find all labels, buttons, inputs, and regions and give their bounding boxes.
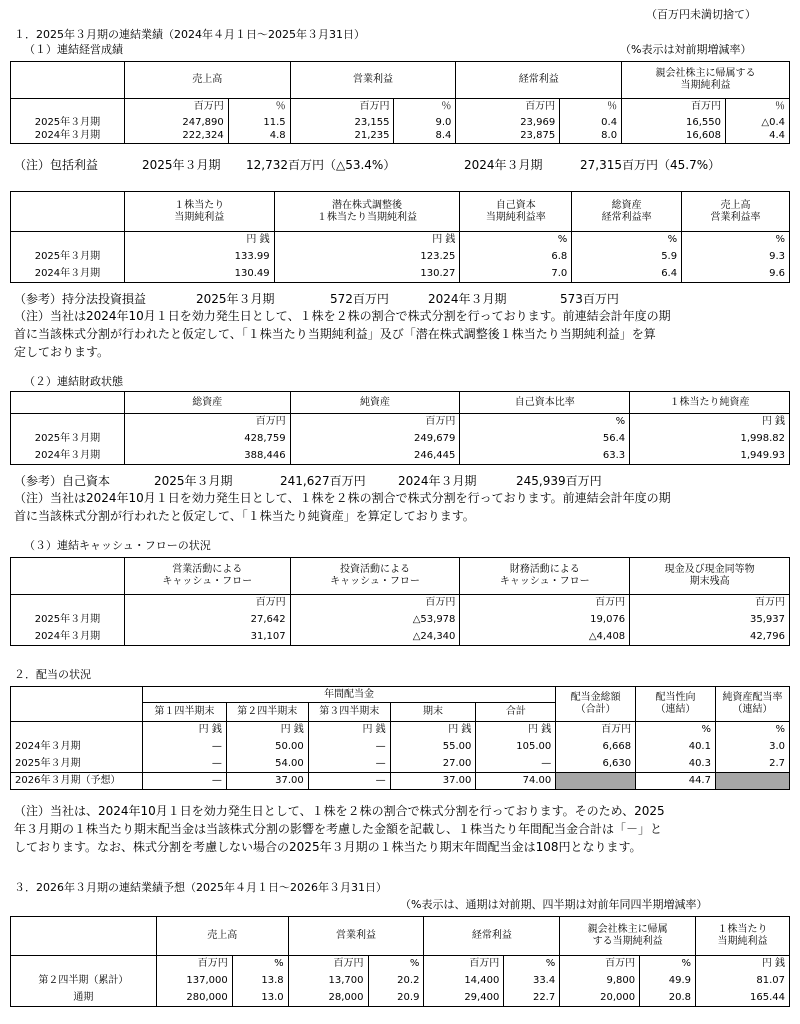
unit: % bbox=[232, 956, 288, 973]
unit: % bbox=[460, 414, 630, 431]
unit: % bbox=[504, 956, 560, 973]
unit: ％ bbox=[228, 99, 290, 116]
table-row: 第２四半期（累計） 137,000 13.8 13,700 20.2 14,400 33.4 9,800 49.9 81.07 bbox=[11, 973, 790, 990]
row-label: 通期 bbox=[11, 990, 157, 1007]
header-ordinary-income: 経常利益 bbox=[424, 917, 560, 956]
unit: 円 銭 bbox=[226, 722, 308, 739]
unit-note: （百万円未満切捨て） bbox=[646, 8, 756, 21]
unit: 円 銭 bbox=[142, 722, 226, 739]
table-row: 2025年３月期 133.99 123.25 6.8 5.9 9.3 bbox=[11, 249, 790, 266]
section2-title: ２．配当の状況 bbox=[14, 668, 91, 681]
stock-split-note-2: （注）当社は2024年10月１日を効力発生日として、１株を２株の割合で株式分割を行っております。前連結会計年度の期 首に当該株式分割が行われたと仮定して、「１株当たり純資産」を算定しております。 bbox=[14, 491, 671, 523]
header-annual-dividend: 年間配当金 bbox=[142, 687, 555, 703]
header-net-income: 親会社株主に帰属する 当期純利益 bbox=[622, 62, 790, 99]
header-sales: 売上高 bbox=[124, 62, 290, 99]
row-label: 2024年３月期 bbox=[11, 448, 125, 465]
forecast-table bbox=[10, 916, 790, 1007]
unit: 円 銭 bbox=[274, 232, 460, 249]
unit: 百万円 bbox=[288, 956, 368, 973]
comprehensive-income-note: （注）包括利益 2025年３月期 12,732百万円（△53.4%） 2024年３月期 27,315百万円（45.7%） bbox=[14, 158, 721, 172]
header-diluted-eps: 潜在株式調整後 １株当たり当期純利益 bbox=[274, 192, 460, 232]
header-net-assets: 純資産 bbox=[290, 392, 460, 414]
unit: 円 銭 bbox=[308, 722, 390, 739]
row-label: 2025年３月期 bbox=[11, 249, 125, 266]
row-label: 2024年３月期 bbox=[11, 739, 143, 756]
own-capital-note: （参考）自己資本 2025年３月期 241,627百万円 2024年３月期 245,939百万円 bbox=[14, 474, 602, 488]
row-label: 2025年３月期 bbox=[11, 116, 125, 130]
unit: 百万円 bbox=[630, 595, 790, 612]
table-row: 2024年３月期 388,446 246,445 63.3 1,949.93 bbox=[11, 448, 790, 465]
unit: % bbox=[460, 232, 572, 249]
header-operating-cf: 営業活動による キャッシュ・フロー bbox=[124, 558, 290, 595]
unit: % bbox=[636, 722, 716, 739]
equity-method-note: （参考）持分法投資損益 2025年３月期 572百万円 2024年３月期 573百万円 bbox=[14, 292, 619, 306]
unit: % bbox=[682, 232, 790, 249]
unit: 百万円 bbox=[124, 595, 290, 612]
row-label: 2026年３月期（予想） bbox=[11, 773, 143, 790]
header-q3: 第３四半期末 bbox=[308, 703, 390, 722]
unit: 百万円 bbox=[124, 99, 228, 116]
header-cash-balance: 現金及び現金同等物 期末残高 bbox=[630, 558, 790, 595]
header-operating-income: 営業利益 bbox=[290, 62, 456, 99]
stock-split-note-1: （注）当社は2024年10月１日を効力発生日として、１株を２株の割合で株式分割を行っております。前連結会計年度の期 首に当該株式分割が行われたと仮定して、「１株当たり当期純利益」及び「潜在株式調整後１株当たり当期純利益」を算 定しております。 bbox=[14, 309, 671, 359]
header-margin: 売上高 営業利益率 bbox=[682, 192, 790, 232]
operating-results-table bbox=[10, 61, 790, 144]
row-label: 2024年３月期 bbox=[11, 266, 125, 283]
unit: % bbox=[715, 722, 789, 739]
table-row: 2025年３月期 — 54.00 — 27.00 — 6,630 40.3 2.7 bbox=[11, 756, 790, 773]
per-share-ratios-table bbox=[10, 191, 790, 283]
header-net-income: 親会社株主に帰属 する当期純利益 bbox=[560, 917, 696, 956]
header-q2: 第２四半期末 bbox=[226, 703, 308, 722]
table-row: 2025年３月期 428,759 249,679 56.4 1,998.82 bbox=[11, 431, 790, 448]
unit: 百万円 bbox=[424, 956, 504, 973]
unit: 百万円 bbox=[622, 99, 726, 116]
row-label: 2024年３月期 bbox=[11, 130, 125, 144]
unit: 百万円 bbox=[560, 956, 640, 973]
section1-sub1: （１）連結経営成績 bbox=[24, 43, 123, 56]
header-sales: 売上高 bbox=[156, 917, 288, 956]
header-eps: １株当たり 当期純利益 bbox=[124, 192, 274, 232]
unit: 円 銭 bbox=[124, 232, 274, 249]
row-label: 2025年３月期 bbox=[11, 756, 143, 773]
unit: % bbox=[368, 956, 424, 973]
header-financing-cf: 財務活動による キャッシュ・フロー bbox=[460, 558, 630, 595]
row-label: 2024年３月期 bbox=[11, 629, 125, 646]
unit: 百万円 bbox=[156, 956, 232, 973]
header-investing-cf: 投資活動による キャッシュ・フロー bbox=[290, 558, 460, 595]
table-row: 2024年３月期 130.49 130.27 7.0 6.4 9.6 bbox=[11, 266, 790, 283]
unit: 百万円 bbox=[556, 722, 636, 739]
dividends-table bbox=[10, 686, 790, 790]
header-roe: 自己資本 当期純利益率 bbox=[460, 192, 572, 232]
header-bps: １株当たり純資産 bbox=[630, 392, 790, 414]
header-total-assets: 総資産 bbox=[124, 392, 290, 414]
unit: 円 銭 bbox=[696, 956, 790, 973]
unit: 百万円 bbox=[124, 414, 290, 431]
header-doe: 純資産配当率 （連結） bbox=[715, 687, 789, 722]
header-roa: 総資産 経常利益率 bbox=[572, 192, 682, 232]
header-operating-income: 営業利益 bbox=[288, 917, 424, 956]
header-equity-ratio: 自己資本比率 bbox=[460, 392, 630, 414]
table-row: 2024年３月期 — 50.00 — 55.00 105.00 6,668 40.1 3.0 bbox=[11, 739, 790, 756]
unit: 円 銭 bbox=[390, 722, 476, 739]
unit: 百万円 bbox=[290, 595, 460, 612]
header-total-dividend: 配当金総額 （合計） bbox=[556, 687, 636, 722]
table-row: 2024年３月期 31,107 △24,340 △4,408 42,796 bbox=[11, 629, 790, 646]
section1-sub2: （２）連結財政状態 bbox=[24, 375, 123, 388]
unit: % bbox=[640, 956, 696, 973]
header-ordinary-income: 経常利益 bbox=[456, 62, 622, 99]
row-label: 第２四半期（累計） bbox=[11, 973, 157, 990]
unit: 百万円 bbox=[456, 99, 560, 116]
unit: ％ bbox=[394, 99, 456, 116]
unit: 百万円 bbox=[290, 99, 394, 116]
table-row: 通期 280,000 13.0 28,000 20.9 29,400 22.7 20,000 20.8 165.44 bbox=[11, 990, 790, 1007]
section1-sub3: （３）連結キャッシュ・フローの状況 bbox=[24, 539, 211, 552]
section3-title: ３．2026年３月期の連結業績予想（2025年４月１日～2026年３月31日） bbox=[14, 881, 387, 894]
table-row: 2024年３月期 222,324 4.8 21,235 8.4 23,875 8.0 16,608 4.4 bbox=[11, 130, 790, 144]
unit: 円 銭 bbox=[476, 722, 556, 739]
section1-sub1-right: （%表示は対前期増減率） bbox=[620, 43, 752, 56]
table-row: 2025年３月期 247,890 11.5 23,155 9.0 23,969 0.4 16,550 △0.4 bbox=[11, 116, 790, 130]
unit: % bbox=[572, 232, 682, 249]
header-year-end: 期末 bbox=[390, 703, 476, 722]
unit: ％ bbox=[560, 99, 622, 116]
table-row: 2026年３月期（予想） — 37.00 — 37.00 74.00 44.7 bbox=[11, 773, 790, 790]
table-row: 2025年３月期 27,642 △53,978 19,076 35,937 bbox=[11, 612, 790, 629]
dividend-note: （注）当社は、2024年10月１日を効力発生日として、１株を２株の割合で株式分割を行っております。そのため、2025 年３月期の１株当たり期末配当金は当該株式分割の影響を考慮した金額を記載し、１株当たり年間配当金合計は「－」と しております。なお、株式分割を考慮しない場合の2025年３月期の１株当たり期末年間配当金は108円となります。 bbox=[14, 804, 665, 854]
header-payout-ratio: 配当性向 （連結） bbox=[636, 687, 716, 722]
unit: 百万円 bbox=[290, 414, 460, 431]
cash-flow-table bbox=[10, 557, 790, 646]
financial-position-table bbox=[10, 391, 790, 465]
header-q1: 第１四半期末 bbox=[142, 703, 226, 722]
unit: 円 銭 bbox=[630, 414, 790, 431]
section1-title: １．2025年３月期の連結業績（2024年４月１日～2025年３月31日） bbox=[14, 28, 365, 41]
unit: 百万円 bbox=[460, 595, 630, 612]
row-label: 2025年３月期 bbox=[11, 612, 125, 629]
row-label: 2025年３月期 bbox=[11, 431, 125, 448]
section3-right: （%表示は、通期は対前期、四半期は対前年同四半期増減率） bbox=[400, 898, 708, 911]
header-eps: １株当たり 当期純利益 bbox=[696, 917, 790, 956]
header-total: 合計 bbox=[476, 703, 556, 722]
unit: ％ bbox=[725, 99, 789, 116]
